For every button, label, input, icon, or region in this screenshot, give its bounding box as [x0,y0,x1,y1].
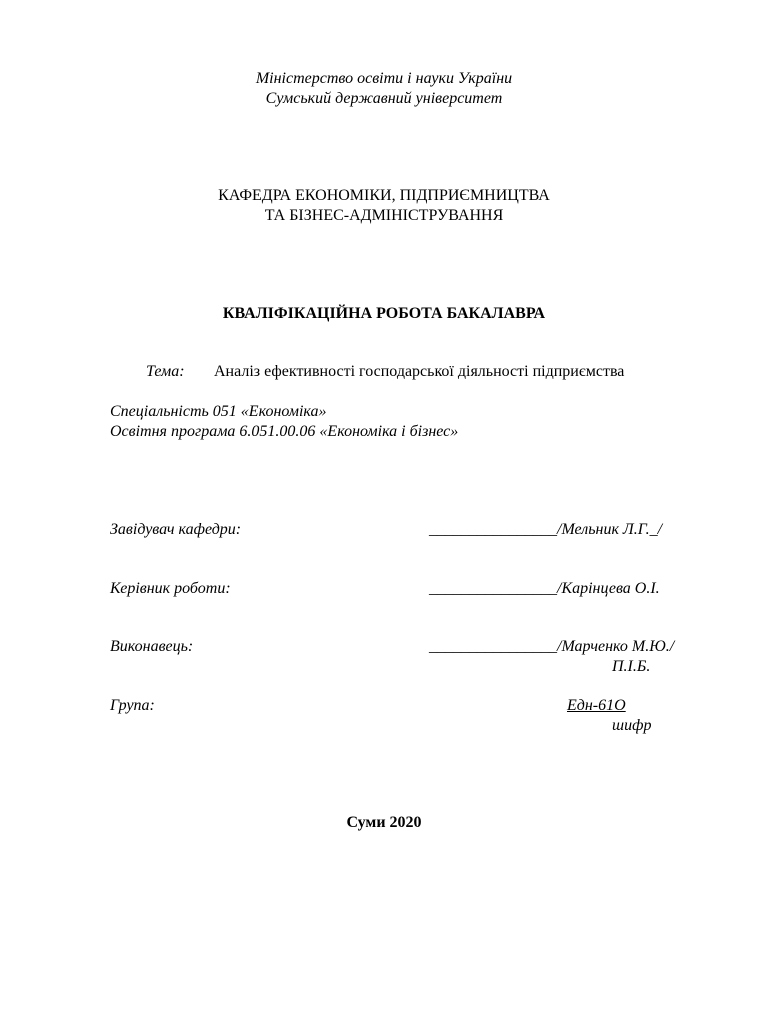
supervisor-label: Керівник роботи: [110,580,231,597]
work-title: КВАЛІФІКАЦІЙНА РОБОТА БАКАЛАВРА [222,305,546,322]
topic-label: Тема: [146,363,185,380]
university-line: Сумський державний університет [265,90,503,107]
specialty-line: Спеціальність 051 «Економіка» [110,403,327,420]
group-caption: шифр [612,717,652,734]
topic-value: Аналіз ефективності господарської діяльності підприємства [214,363,625,380]
program-line: Освітня програма 6.051.00.06 «Економіка і бізнес» [110,423,459,440]
performer-label: Виконавець: [110,638,194,655]
ministry-line: Міністерство освіти і науки України [255,70,513,87]
performer-caption: П.І.Б. [612,658,651,675]
department-line-2: ТА БІЗНЕС-АДМІНІСТРУВАННЯ [264,207,504,224]
performer-signature: ________________/Марченко М.Ю./ [429,638,675,655]
supervisor-signature: ________________/Карінцева О.І. [429,580,660,597]
head-of-department-label: Завідувач кафедри: [110,521,242,538]
city-year: Суми 2020 [346,814,422,831]
head-of-department-signature: ________________/Мельник Л.Г._/ [429,521,663,538]
group-label: Група: [110,697,155,714]
department-line-1: КАФЕДРА ЕКОНОМІКИ, ПІДПРИЄМНИЦТВА [218,187,550,204]
group-value: Едн-61О [567,697,626,714]
